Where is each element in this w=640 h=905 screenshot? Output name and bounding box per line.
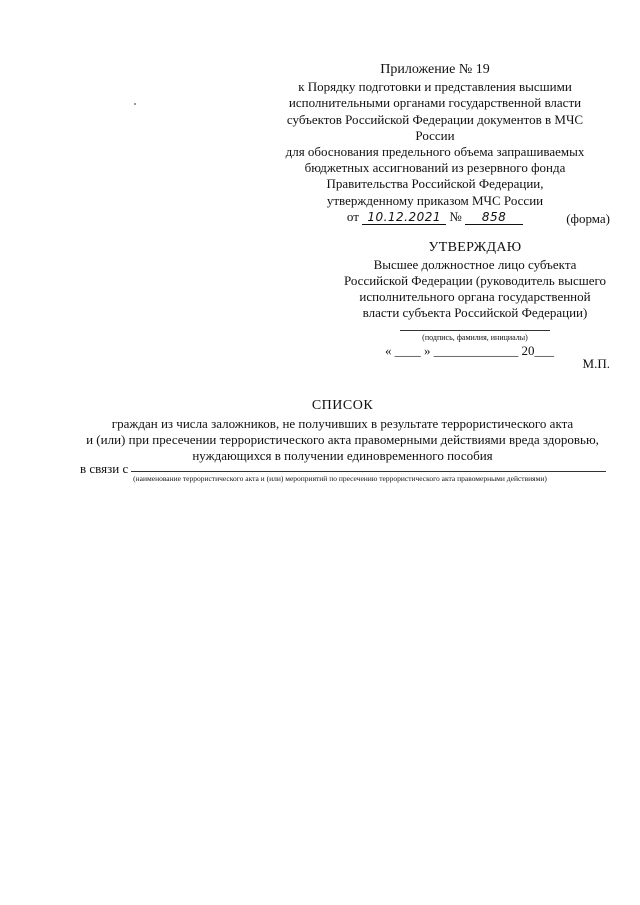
list-subtitle-line: граждан из числа заложников, не получивших в результате террористического акта — [111, 416, 574, 431]
list-subtitle-line: и (или) при пресечении террористического акта правомерными действиями вреда здоровью, — [86, 432, 599, 447]
list-subtitle-line: нуждающихся в получении единовременного пособия — [192, 448, 493, 463]
in-connection-line — [131, 471, 606, 472]
list-title: СПИСОК — [311, 398, 374, 413]
approval-title: УТВЕРЖДАЮ — [428, 240, 522, 255]
approval-line: власти субъекта Российской Федерации) — [362, 305, 588, 320]
order-date-field — [362, 210, 446, 225]
approval-block — [330, 240, 620, 321]
in-connection-caption: (наименование террористического акта и (или) мероприятий по пресечению террористического акта правомерными действиями) — [133, 474, 547, 483]
approval-line: Высшее должностное лицо субъекта — [373, 257, 577, 272]
appendix-line: бюджетных ассигнований из резервного фонда — [304, 160, 566, 176]
form-label: (форма) — [566, 211, 610, 226]
approval-line: Российской Федерации (руководитель высшего — [343, 273, 607, 288]
in-connection-label: в связи с — [80, 461, 129, 476]
order-number-field — [465, 210, 523, 225]
approval-date-line: « ____ » _____________ 20___ — [385, 343, 554, 358]
appendix-line: Правительства Российской Федерации, — [326, 176, 544, 192]
appendix-line: утвержденному приказом МЧС России — [326, 192, 544, 208]
list-title-block — [50, 398, 635, 464]
appendix-number: Приложение № 19 — [380, 62, 490, 77]
order-date: 10.12.2021 — [367, 209, 442, 224]
scan-speck — [134, 103, 136, 105]
order-from-label: от — [346, 208, 359, 224]
stamp-place-label: М.П. — [582, 356, 610, 371]
order-number: 858 — [481, 209, 507, 224]
appendix-line: исполнительными органами государственной власти — [288, 95, 582, 111]
order-no-label: № — [449, 208, 462, 224]
signature-line — [400, 330, 550, 331]
approval-line: исполнительного органа государственной — [359, 289, 591, 304]
appendix-line: для обоснования предельного объема запрашиваемых — [285, 144, 585, 160]
order-line — [270, 209, 600, 225]
signature-caption: (подпись, фамилия, инициалы) — [422, 333, 528, 342]
appendix-line: субъектов Российской Федерации документов в МЧС России — [286, 111, 584, 143]
appendix-header — [270, 62, 600, 225]
appendix-line: к Порядку подготовки и представления высшими — [298, 79, 572, 95]
